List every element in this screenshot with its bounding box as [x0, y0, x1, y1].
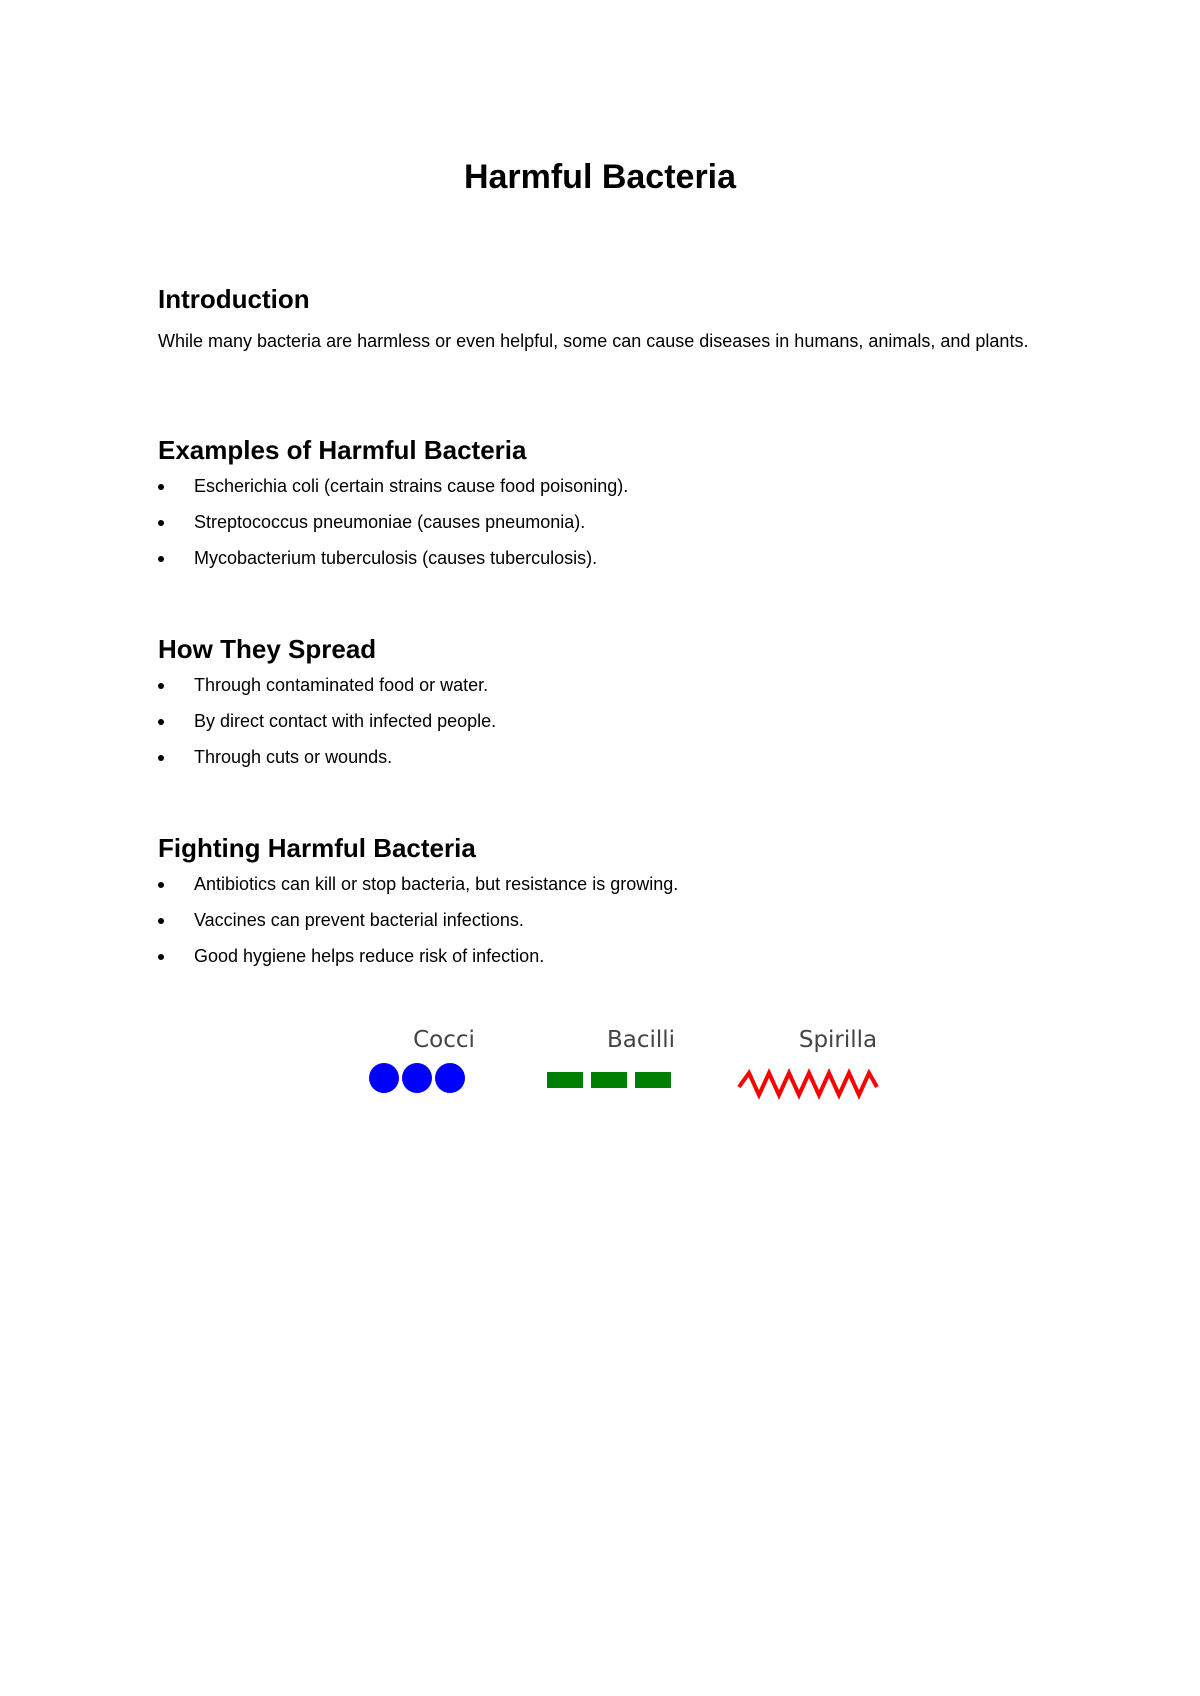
list-item-text: Through cuts or wounds. [194, 747, 393, 767]
bullet-icon [158, 719, 164, 725]
section-heading: Examples of Harmful Bacteria [158, 435, 527, 465]
spirilla-spiral-icon [739, 1073, 877, 1095]
cocci-circle-icon [402, 1063, 432, 1093]
list-item-text: Antibiotics can kill or stop bacteria, but resistance is growing. [194, 874, 679, 894]
cocci-circle-icon [369, 1063, 399, 1093]
list-item [158, 474, 1058, 498]
bullet-icon [158, 556, 164, 562]
bullet-icon [158, 683, 164, 689]
list-item [158, 944, 1058, 968]
list-item-text: By direct contact with infected people. [194, 711, 497, 731]
section-how-they-spread [158, 633, 1058, 781]
document-title: Harmful Bacteria [463, 158, 737, 196]
bullet-list [158, 673, 1058, 769]
section-heading: Fighting Harmful Bacteria [158, 833, 476, 863]
section-heading: How They Spread [158, 634, 377, 664]
cocci-label: Cocci [413, 1027, 475, 1053]
bacilli-rod-icon [591, 1072, 627, 1088]
section-introduction [158, 283, 1058, 353]
bullet-icon [158, 755, 164, 761]
bullet-list [158, 474, 1058, 570]
bacilli-rod-icon [635, 1072, 671, 1088]
bacilli-rod-icon [547, 1072, 583, 1088]
cocci-circle-icon [435, 1063, 465, 1093]
list-item [158, 872, 1058, 896]
bullet-icon [158, 484, 164, 490]
section-heading: Introduction [158, 284, 310, 314]
list-item-text: Vaccines can prevent bacterial infections. [194, 910, 524, 930]
bullet-icon [158, 954, 164, 960]
list-item-text: Good hygiene helps reduce risk of infection. [194, 946, 545, 966]
list-item [158, 908, 1058, 932]
bullet-list [158, 872, 1058, 968]
bacilli-label: Bacilli [606, 1027, 676, 1053]
list-item-text: Escherichia coli (certain strains cause food poisoning). [194, 476, 629, 496]
bullet-icon [158, 882, 164, 888]
list-item [158, 510, 1058, 534]
list-item [158, 745, 1058, 769]
list-item [158, 546, 1058, 570]
list-item-text: Through contaminated food or water. [194, 675, 489, 695]
list-item-text: Streptococcus pneumoniae (causes pneumonia). [194, 512, 586, 532]
list-item [158, 673, 1058, 697]
section-paragraph: While many bacteria are harmless or even helpful, some can cause diseases in humans, animals, and plants. [158, 331, 1029, 351]
list-item [158, 709, 1058, 733]
section-examples [158, 434, 1058, 582]
list-item-text: Mycobacterium tuberculosis (causes tuberculosis). [194, 548, 598, 568]
bullet-icon [158, 520, 164, 526]
section-fighting-bacteria [158, 832, 1058, 980]
bullet-icon [158, 918, 164, 924]
spirilla-label: Spirilla [798, 1027, 878, 1053]
